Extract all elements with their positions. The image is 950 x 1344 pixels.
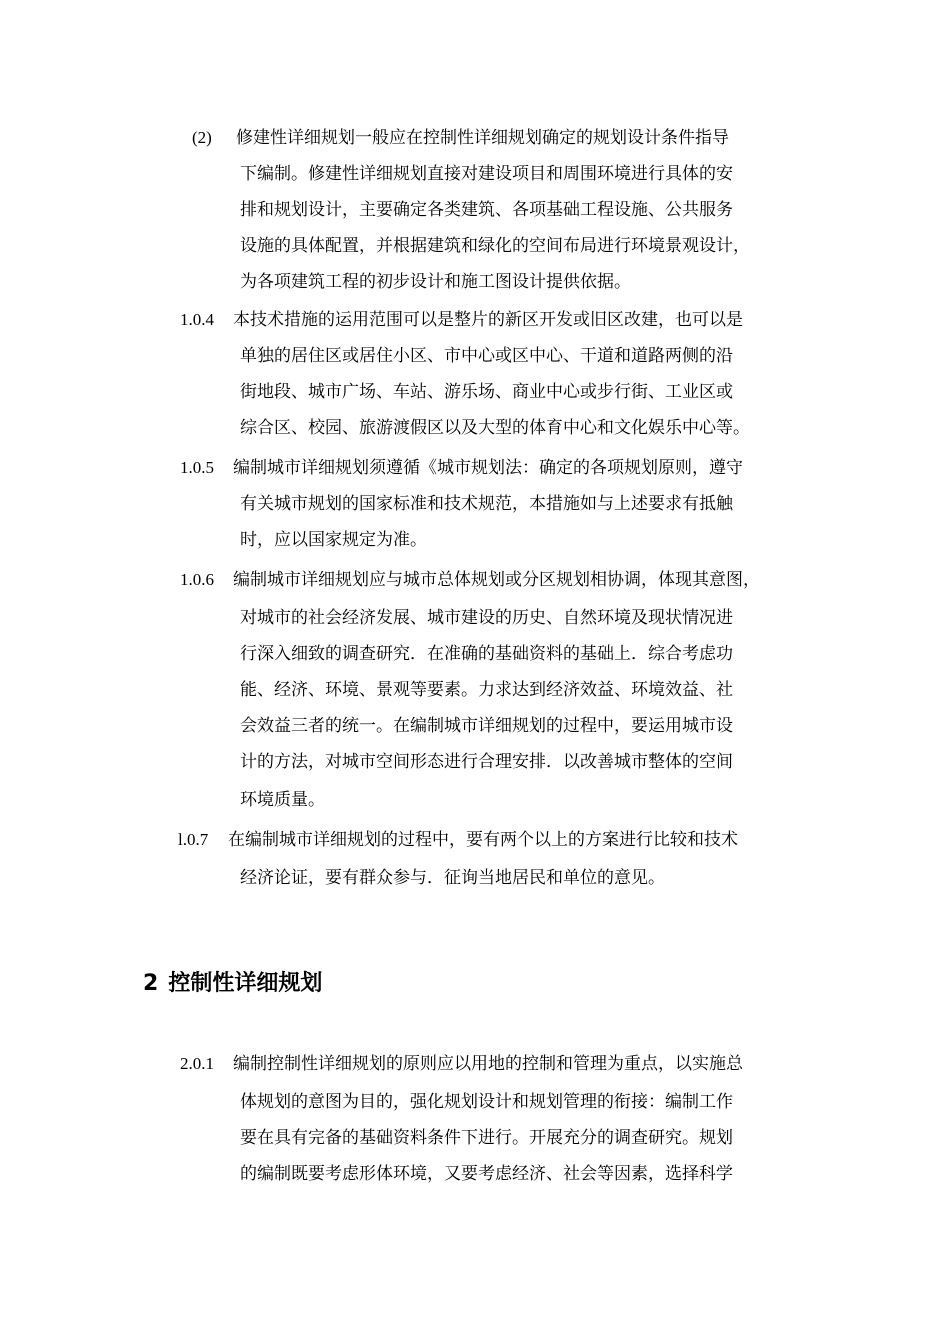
clause-number: 1.0.4 [180,310,214,329]
clause-number: 2.0.1 [180,1054,214,1073]
clause-number: 1.0.5 [180,458,214,477]
paragraph-line: 能、经济、环境、景观等要素。力求达到经济效益、环境效益、社 [240,680,733,700]
paragraph-line: 为各项建筑工程的初步设计和施工图设计提供依据。 [240,272,631,292]
paragraph-line: 街地段、城市广场、车站、游乐场、商业中心或步行街、工业区或 [240,382,733,402]
clause-number: 1.0.6 [180,570,214,589]
paragraph-line: 综合区、校园、旅游渡假区以及大型的体育中心和文化娱乐中心等。 [240,418,750,438]
paragraph-line: 排和规划设计，主要确定各类建筑、各项基础工程设施、公共服务 [240,200,733,220]
paragraph-line: 对城市的社会经济发展、城市建设的历史、自然环境及现状情况进 [240,608,733,628]
section-number: 2 [143,971,159,996]
paragraph-line: 设施的具体配置，并根据建筑和绿化的空间布局进行环境景观设计， [240,236,750,256]
paragraph-line: 时，应以国家规定为准。 [240,530,427,550]
section-title: 控制性详细规划 [168,971,323,996]
paragraph-line: 编制控制性详细规划的原则应以用地的控制和管理为重点，以实施总 [233,1054,743,1074]
section-heading [143,966,322,1002]
paragraph-line: 在编制城市详细规划的过程中，要有两个以上的方案进行比较和技术 [228,830,738,850]
paragraph-line: 有关城市规划的国家标准和技术规范，本措施如与上述要求有抵触 [240,494,733,514]
clause-number: l.0.7 [178,830,209,849]
paragraph-line: 会效益三者的统一。在编制城市详细规划的过程中，要运用城市设 [240,716,733,736]
paragraph-line: 下编制。修建性详细规划直接对建设项目和周围环境进行具体的安 [240,164,733,184]
item-number: (2) [192,128,212,147]
paragraph-line: 行深入细致的调查研究．在准确的基础资料的基础上．综合考虑功 [240,644,733,664]
paragraph-line: 编制城市详细规划须遵循《城市规划法：确定的各项规划原则，遵守 [233,458,743,478]
paragraph-line: 修建性详细规划一般应在控制性详细规划确定的规划设计条件指导 [236,128,729,148]
paragraph-line: 计的方法，对城市空间形态进行合理安排．以改善城市整体的空间 [240,752,733,772]
paragraph-line: 环境质量。 [240,790,325,810]
paragraph-line: 要在具有完备的基础资料条件下进行。开展充分的调查研究。规划 [240,1128,733,1148]
paragraph-line: 的编制既要考虑形体环境，又要考虑经济、社会等因素，选择科学 [240,1164,733,1184]
paragraph-line: 体规划的意图为目的，强化规划设计和规划管理的衔接：编制工作 [240,1092,733,1112]
paragraph-line: 编制城市详细规划应与城市总体规划或分区规划相协调，体现其意图， [233,570,760,590]
paragraph-line: 单独的居住区或居住小区、市中心或区中心、干道和道路两侧的沿 [240,346,733,366]
paragraph-line: 本技术措施的运用范围可以是整片的新区开发或旧区改建，也可以是 [233,310,743,330]
paragraph-line: 经济论证，要有群众参与．征询当地居民和单位的意见。 [240,868,665,888]
